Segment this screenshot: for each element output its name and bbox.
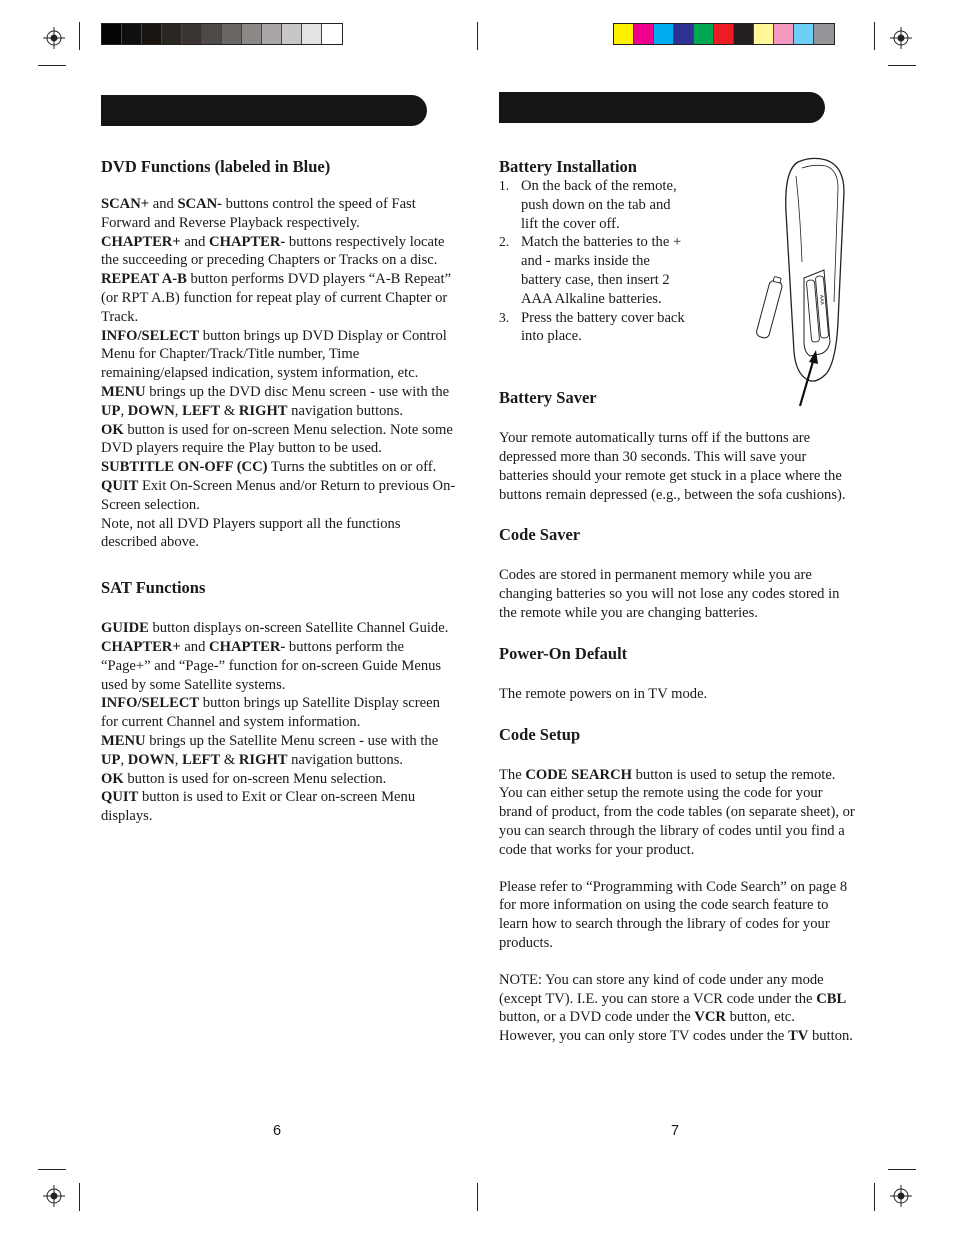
dvd-function-item: REPEAT A-B button performs DVD players “A-B Repeat” (or RPT A.B) function for repeat play of current Chapter or Track. <box>101 271 452 325</box>
sat-function-item: OK button is used for on-screen Menu selection. <box>101 770 387 787</box>
color-swatch <box>734 24 754 44</box>
crop-mark <box>888 1169 916 1170</box>
battery-step: 3. Press the battery cover back into place. <box>499 309 685 345</box>
color-swatch <box>202 24 222 44</box>
dvd-function-item: MENU brings up the DVD disc Menu screen - use with the UP, DOWN, LEFT & RIGHT navigation buttons. <box>101 383 450 419</box>
color-swatch <box>322 24 342 44</box>
grayscale-color-bar <box>101 23 343 45</box>
crop-mark <box>477 22 478 50</box>
dvd-function-item: SUBTITLE ON-OFF (CC) Turns the subtitles on or off. <box>101 459 437 476</box>
power-on-default-text: The remote powers on in TV mode. <box>499 685 708 702</box>
left-column <box>101 157 457 826</box>
crop-mark <box>477 1183 478 1211</box>
color-swatch <box>282 24 302 44</box>
dvd-function-item: INFO/SELECT button brings up DVD Display or Control Menu for Chapter/Track/Title number, Time remaining/elapsed indication, system information, etc. <box>101 327 447 382</box>
page-number-right: 7 <box>671 1123 680 1139</box>
registration-mark-icon <box>890 1185 912 1207</box>
color-swatch <box>674 24 694 44</box>
registration-mark-icon <box>43 1185 65 1207</box>
crop-mark <box>79 22 80 50</box>
sat-functions-heading: SAT Functions <box>101 578 206 598</box>
color-swatch <box>774 24 794 44</box>
registration-mark-icon <box>43 27 65 49</box>
remote-battery-illustration <box>740 152 860 410</box>
page-number-left: 6 <box>273 1123 282 1139</box>
color-swatch <box>794 24 814 44</box>
code-setup-note: NOTE: You can store any kind of code under any mode (except TV). I.E. you can store a VCR code under the CBL button, or a DVD code under the VCR button, etc. However, you can only store TV codes under the TV button. <box>499 971 853 1045</box>
color-swatch <box>122 24 142 44</box>
dvd-function-item: SCAN+ and SCAN- buttons control the speed of Fast Forward and Reverse Playback respectively. <box>101 196 416 231</box>
right-page-header-bar <box>499 92 825 123</box>
dvd-functions-list <box>101 195 457 552</box>
color-swatch <box>814 24 834 44</box>
battery-saver-text: Your remote automatically turns off if the buttons are depressed more than 30 seconds. This will save your batteries should your remote get stuck in a place where the buttons remain depressed (e.g., between the sofa cushions). <box>499 430 846 503</box>
color-swatch <box>754 24 774 44</box>
crop-mark <box>38 1169 66 1170</box>
battery-step: 2. Match the batteries to the + and - marks inside the battery case, then insert 2 AAA Alkaline batteries. <box>499 234 682 307</box>
crop-mark <box>79 1183 80 1211</box>
color-swatch <box>262 24 282 44</box>
dvd-function-item: CHAPTER+ and CHAPTER- buttons respectively locate the succeeding or preceding Chapters or Tracks on a disc. <box>101 233 445 269</box>
color-swatch <box>654 24 674 44</box>
color-swatch <box>102 24 122 44</box>
sat-function-item: INFO/SELECT button brings up Satellite Display screen for current Channel and system information. <box>101 695 440 731</box>
color-swatch <box>614 24 634 44</box>
crop-mark <box>874 1183 875 1211</box>
code-setup-paragraph-1: The CODE SEARCH button is used to setup the remote. You can either setup the remote using the code for your brand of product, from the code tables (on separate sheet), or you can search through the library of codes until you find a code that works for your product. <box>499 766 855 858</box>
loose-battery-icon <box>755 276 784 339</box>
svg-text:AAA: AAA <box>818 294 825 306</box>
color-swatch <box>714 24 734 44</box>
power-on-default-heading: Power-On Default <box>499 643 628 663</box>
crop-mark <box>38 65 66 66</box>
dvd-functions-heading: DVD Functions (labeled in Blue) <box>101 157 331 176</box>
sat-functions-list <box>101 619 457 826</box>
color-swatch <box>222 24 242 44</box>
battery-steps-list <box>499 177 689 346</box>
code-setup-paragraph-2: Please refer to “Programming with Code Search” on page 8 for more information on using the code search feature to learn how to search through the library of codes for your products. <box>499 878 848 951</box>
code-setup-heading: Code Setup <box>499 724 581 744</box>
battery-installation-heading: Battery Installation <box>499 157 637 176</box>
sat-function-item: MENU brings up the Satellite Menu screen - use with the UP, DOWN, LEFT & RIGHT navigation buttons. <box>101 732 439 768</box>
registration-mark-icon <box>890 27 912 49</box>
crop-mark <box>874 22 875 50</box>
battery-step: 1. On the back of the remote, push down on the tab and lift the cover off. <box>499 178 677 232</box>
left-page-header-bar <box>101 95 427 126</box>
color-swatch <box>302 24 322 44</box>
dvd-function-item: QUIT Exit On-Screen Menus and/or Return to previous On-Screen selection. <box>101 477 456 513</box>
color-swatch <box>142 24 162 44</box>
sat-function-item: CHAPTER+ and CHAPTER- buttons perform the “Page+” and “Page-” function for on-screen Guide Menus used by some Satellite systems. <box>101 638 442 693</box>
code-saver-heading: Code Saver <box>499 525 581 545</box>
dvd-function-item: OK button is used for on-screen Menu selection. Note some DVD players require the Play button to be used. <box>101 421 453 457</box>
sat-function-item: QUIT button is used to Exit or Clear on-screen Menu displays. <box>101 789 416 825</box>
dvd-function-item: Note, not all DVD Players support all the functions described above. <box>101 515 401 551</box>
sat-function-item: GUIDE button displays on-screen Satellite Channel Guide. <box>101 620 449 637</box>
process-color-bar <box>613 23 835 45</box>
color-swatch <box>634 24 654 44</box>
crop-mark <box>888 65 916 66</box>
color-swatch <box>694 24 714 44</box>
color-swatch <box>242 24 262 44</box>
code-saver-text: Codes are stored in permanent memory while you are changing batteries so you will not lose any codes stored in the remote while you are changing batteries. <box>499 567 840 621</box>
battery-saver-heading: Battery Saver <box>499 388 597 408</box>
color-swatch <box>162 24 182 44</box>
color-swatch <box>182 24 202 44</box>
